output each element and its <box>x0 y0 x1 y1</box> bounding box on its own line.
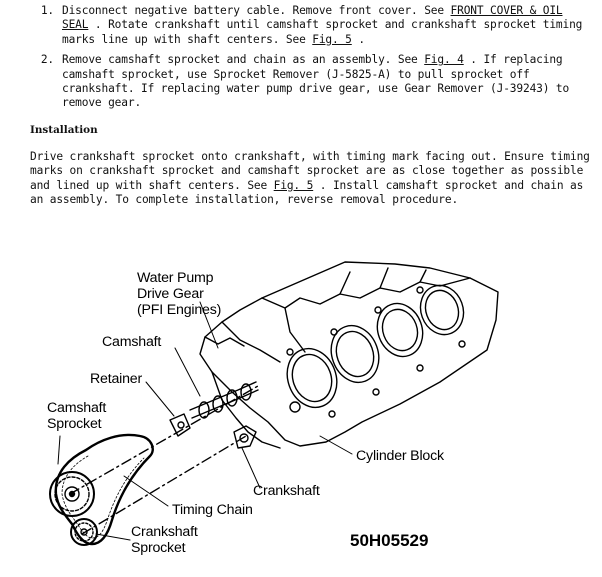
step-2 <box>20 53 595 111</box>
cylinder-block-outline <box>200 262 498 446</box>
callout-camshaft: Camshaft <box>102 334 162 350</box>
callout-crankshaft-sprocket: Crankshaft Sprocket <box>131 524 198 556</box>
engine-figure <box>0 232 602 577</box>
step-number: 2. <box>40 53 54 67</box>
step-text: Remove camshaft sprocket and chain as an assembly. See Fig. 4 . If replacing camshaft sprocket, use Sprocket Remover (J-5825-A) to pull sprocket off crankshaft. If replacing water pump drive gear, use Gear Remover (J-39243) to remove gear. <box>62 53 570 110</box>
callout-camshaft-sprocket: Camshaft Sprocket <box>47 400 107 432</box>
callout-cylinder-block: Cylinder Block <box>356 448 444 464</box>
bore-1 <box>279 342 345 415</box>
callout-retainer: Retainer <box>90 371 143 387</box>
step-number: 1. <box>40 4 54 17</box>
step-1 <box>20 4 595 47</box>
callout-timing-chain: Timing Chain <box>172 502 253 518</box>
retainer <box>170 414 190 436</box>
installation-heading: Installation <box>30 124 98 136</box>
step-text: Disconnect negative battery cable. Remove front cover. See FRONT COVER & OIL SEAL . Rotate crankshaft until camshaft sprocket and crankshaft sprocket timing marks line up with shaft centers. See Fig. 5 . <box>62 4 583 46</box>
removal-steps <box>20 4 595 117</box>
callout-water-pump-drive-gear: Water Pump Drive Gear (PFI Engines) <box>137 270 222 318</box>
fig5-link[interactable]: Fig. 5 <box>312 32 352 46</box>
fig4-link[interactable]: Fig. 4 <box>424 53 464 67</box>
callout-crankshaft: Crankshaft <box>253 483 320 499</box>
figure-code: 50H05529 <box>350 531 429 550</box>
front-cover-link[interactable]: FRONT COVER & OIL SEAL <box>62 4 563 32</box>
fig5-link-install[interactable]: Fig. 5 <box>273 178 314 192</box>
installation-text: Drive crankshaft sprocket onto crankshaft, with timing mark facing out. Ensure timing marks on crankshaft sprocket and camshaft sprocket are as close together as possible and lined up with shaft centers. See Fig. 5 . Install camshaft sprocket and chain as an assembly. To complete installation, reverse removal procedure. <box>30 150 590 207</box>
